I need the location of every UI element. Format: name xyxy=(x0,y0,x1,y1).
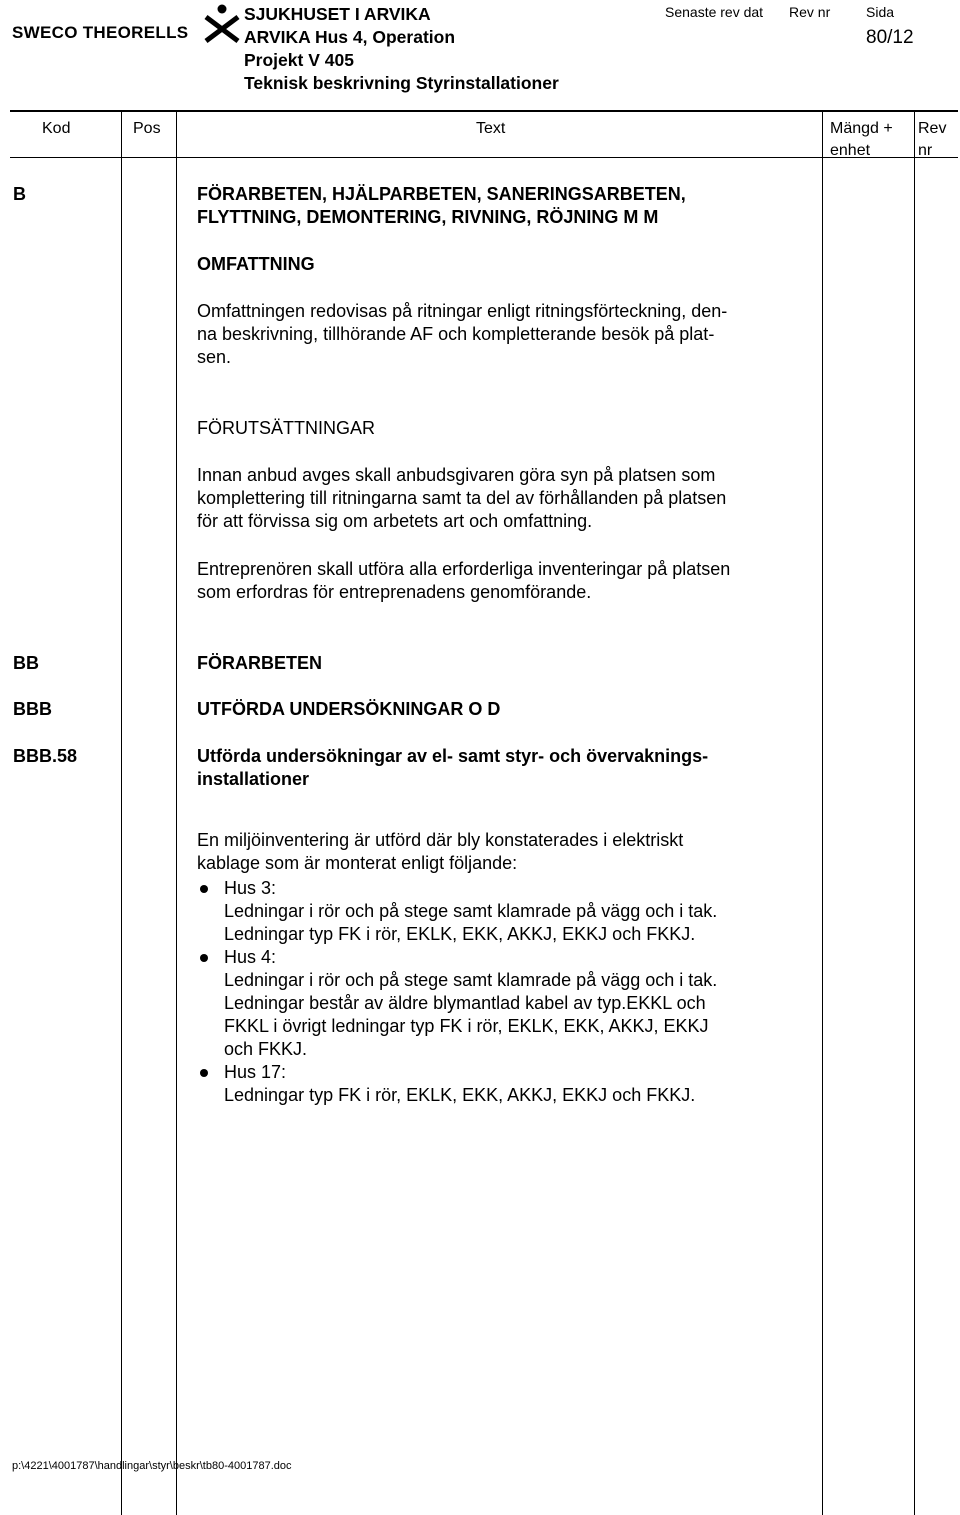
project-number: Projekt V 405 xyxy=(244,50,354,70)
forutsattningar-heading: FÖRUTSÄTTNINGAR xyxy=(197,418,375,438)
column-header-kod: Kod xyxy=(42,120,71,137)
entreprenor-paragraph: Entreprenören skall utföra alla erforderliga inventeringar på platsen som erfordras för entreprenadens genomförande. xyxy=(197,559,731,602)
company-name: SWECO THEORELLS xyxy=(12,23,189,42)
omfattning-heading: OMFATTNING xyxy=(197,254,315,274)
project-name: SJUKHUSET I ARVIKA xyxy=(244,4,431,24)
last-revision-date-label: Senaste rev dat xyxy=(665,4,764,20)
column-header-text: Text xyxy=(476,120,506,137)
document-type: Teknisk beskrivning Styrinstallationer xyxy=(244,73,559,93)
column-header-pos: Pos xyxy=(133,120,161,137)
section-code-bbb: BBB xyxy=(13,699,52,719)
section-heading-bbb: UTFÖRDA UNDERSÖKNINGAR O D xyxy=(197,699,501,719)
page-number: 80/12 xyxy=(866,27,914,48)
column-header-quantity: Mängd + enhet xyxy=(830,120,893,159)
intro-paragraph: En miljöinventering är utförd där bly konstaterades i elektriskt kablage som är monterat enligt följande: xyxy=(197,830,684,873)
column-divider-pos xyxy=(176,111,177,1515)
page-label: Sida xyxy=(866,4,895,20)
section-code-bb: BB xyxy=(13,653,39,673)
section-code-b: B xyxy=(13,184,26,204)
column-header-revision: Rev nr xyxy=(918,120,947,159)
revision-number-label: Rev nr xyxy=(789,4,831,20)
list-item-title: Hus 3: xyxy=(224,878,277,898)
list-item: Hus 4: Ledningar i rör och på stege samt klamrade på vägg och i tak. Ledningar består av äldre blymantlad kabel av typ.EKKL och FKKL i övrigt ledningar typ FK i rör, EKLK, EKK, AKKJ, EKKJ och FKKJ. xyxy=(197,946,717,1061)
list-item-title: Hus 4: xyxy=(224,947,277,967)
list-item-title: Hus 17: xyxy=(224,1062,287,1082)
building-name: ARVIKA Hus 4, Operation xyxy=(244,27,456,47)
list-item: Hus 3: Ledningar i rör och på stege samt klamrade på vägg och i tak. Ledningar typ FK i rör, EKLK, EKK, AKKJ, EKKJ och FKKJ. xyxy=(197,877,717,946)
forutsattningar-paragraph: Innan anbud avges skall anbudsgivaren göra syn på platsen som komplettering till ritningarna samt ta del av förhållanden på platsen för att förvissa sig om arbetets art och omfattning. xyxy=(197,465,727,531)
section-heading-b: FÖRARBETEN, HJÄLPARBETEN, SANERINGSARBETEN, FLYTTNING, DEMONTERING, RIVNING, RÖJNING M M xyxy=(197,184,686,227)
column-divider-qty xyxy=(914,111,915,1515)
column-divider-kod xyxy=(121,111,122,1515)
section-heading-bb: FÖRARBETEN xyxy=(197,653,322,673)
company-logo xyxy=(12,3,242,43)
document-title-block xyxy=(244,3,559,95)
bullet-icon xyxy=(200,954,208,962)
header-rule-top xyxy=(10,110,958,112)
header-rule-bottom xyxy=(10,157,958,158)
omfattning-paragraph: Omfattningen redovisas på ritningar enligt ritningsförteckning, den- na beskrivning, tillhörande AF och kompletterande besök på plat- sen. xyxy=(197,301,728,367)
building-list xyxy=(197,877,717,1107)
list-item: Hus 17: Ledningar typ FK i rör, EKLK, EKK, AKKJ, EKKJ och FKKJ. xyxy=(197,1061,717,1107)
section-code-bbb58: BBB.58 xyxy=(13,746,78,766)
file-path-footer: p:\4221\4001787\handlingar\styr\beskr\tb80-4001787.doc xyxy=(12,1460,292,1472)
bullet-icon xyxy=(200,1069,208,1077)
section-heading-bbb58: Utförda undersökningar av el- samt styr- och övervaknings- installationer xyxy=(197,746,709,789)
column-divider-text xyxy=(822,111,823,1515)
bullet-icon xyxy=(200,885,208,893)
logo-figure-icon xyxy=(198,3,242,43)
